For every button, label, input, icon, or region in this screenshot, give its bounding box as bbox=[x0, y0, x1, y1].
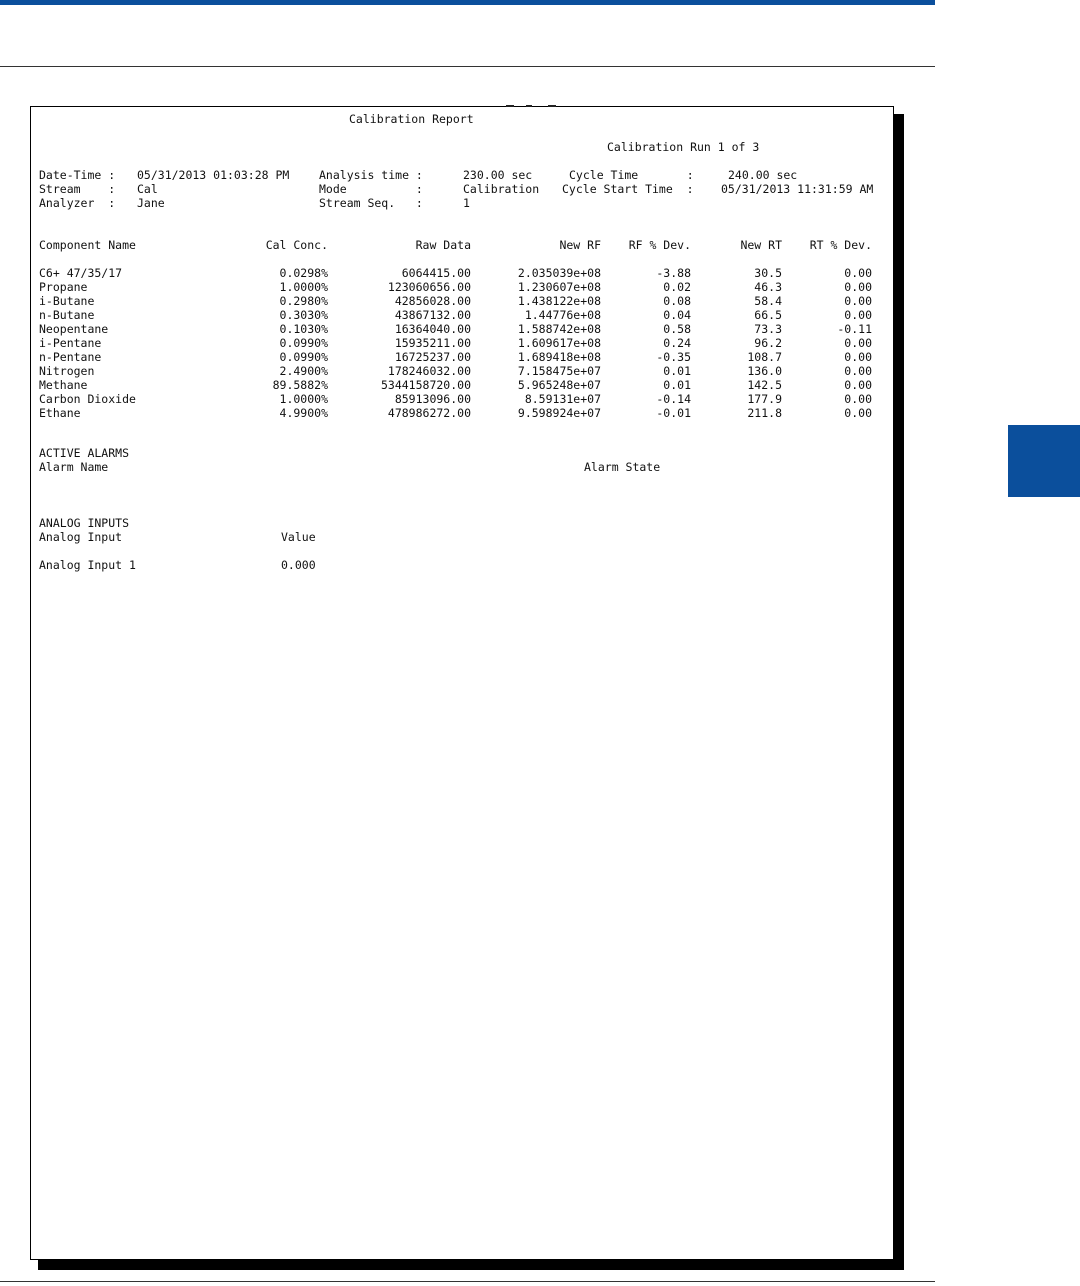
table-cell: 0.00 bbox=[844, 266, 872, 280]
top-accent-rule bbox=[0, 0, 935, 5]
table-cell: 0.0298% bbox=[279, 266, 328, 280]
table-cell: 1.609617e+08 bbox=[517, 336, 601, 350]
table-cell: 211.8 bbox=[747, 406, 782, 420]
table-cell: 9.598924e+07 bbox=[517, 406, 601, 420]
report-page bbox=[30, 106, 894, 1260]
table-cell: -0.11 bbox=[837, 322, 872, 336]
table-cell: 16364040.00 bbox=[394, 322, 471, 336]
stream-value: Cal bbox=[137, 182, 158, 196]
mode-label: Mode : bbox=[319, 182, 423, 196]
table-cell: 0.00 bbox=[844, 364, 872, 378]
table-cell: 1.230607e+08 bbox=[517, 280, 601, 294]
table-cell: 5.965248e+07 bbox=[517, 378, 601, 392]
analog-input-value: 0.000 bbox=[281, 558, 316, 572]
component-name-cell: Propane bbox=[39, 280, 88, 294]
table-cell: 478986272.00 bbox=[387, 406, 471, 420]
table-cell: 58.4 bbox=[754, 294, 782, 308]
mode-value: Calibration bbox=[463, 182, 540, 196]
table-cell: 30.5 bbox=[754, 266, 782, 280]
datetime-label: Date-Time : bbox=[39, 168, 116, 182]
table-cell: 142.5 bbox=[747, 378, 782, 392]
table-cell: 108.7 bbox=[747, 350, 782, 364]
column-header: Component Name bbox=[39, 238, 136, 252]
header-divider bbox=[0, 66, 935, 67]
table-cell: 0.01 bbox=[663, 378, 691, 392]
component-name-cell: Neopentane bbox=[39, 322, 109, 336]
footer-divider bbox=[0, 1281, 935, 1282]
table-cell: 0.58 bbox=[663, 322, 691, 336]
table-cell: 0.00 bbox=[844, 392, 872, 406]
table-cell: 0.08 bbox=[663, 294, 691, 308]
table-cell: 96.2 bbox=[754, 336, 782, 350]
stream-seq-value: 1 bbox=[463, 196, 470, 210]
table-cell: 42856028.00 bbox=[394, 294, 471, 308]
column-header: RT % Dev. bbox=[809, 238, 872, 252]
component-name-cell: i-Pentane bbox=[39, 336, 102, 350]
table-cell: 2.4900% bbox=[279, 364, 328, 378]
table-cell: 0.00 bbox=[844, 406, 872, 420]
table-cell: 89.5882% bbox=[272, 378, 328, 392]
table-cell: 43867132.00 bbox=[394, 308, 471, 322]
cycle-time-value: 240.00 sec bbox=[728, 168, 798, 182]
cycle-time-label: Cycle Time : bbox=[569, 168, 694, 182]
analog-value-header: Value bbox=[281, 530, 316, 544]
table-cell: 0.00 bbox=[844, 336, 872, 350]
table-cell: 123060656.00 bbox=[387, 280, 471, 294]
table-cell: 0.0990% bbox=[279, 350, 328, 364]
table-cell: 0.01 bbox=[663, 364, 691, 378]
component-name-cell: Methane bbox=[39, 378, 88, 392]
table-cell: 66.5 bbox=[754, 308, 782, 322]
analysis-time-value: 230.00 sec bbox=[463, 168, 533, 182]
table-cell: 46.3 bbox=[754, 280, 782, 294]
table-cell: 6064415.00 bbox=[401, 266, 471, 280]
table-cell: 1.438122e+08 bbox=[517, 294, 601, 308]
alarm-state-header: Alarm State bbox=[584, 460, 661, 474]
table-cell: 0.00 bbox=[844, 350, 872, 364]
component-name-cell: Carbon Dioxide bbox=[39, 392, 136, 406]
alarm-name-header: Alarm Name bbox=[39, 460, 109, 474]
table-cell: 1.689418e+08 bbox=[517, 350, 601, 364]
component-name-cell: n-Butane bbox=[39, 308, 95, 322]
table-cell: 1.44776e+08 bbox=[524, 308, 601, 322]
component-name-cell: C6+ 47/35/17 bbox=[39, 266, 123, 280]
table-cell: 0.02 bbox=[663, 280, 691, 294]
table-cell: 0.00 bbox=[844, 294, 872, 308]
table-cell: -3.88 bbox=[656, 266, 691, 280]
table-cell: 7.158475e+07 bbox=[517, 364, 601, 378]
table-cell: 0.00 bbox=[844, 280, 872, 294]
column-header: New RF bbox=[559, 238, 601, 252]
table-cell: -0.01 bbox=[656, 406, 691, 420]
table-cell: 136.0 bbox=[747, 364, 782, 378]
cycle-start-value: 05/31/2013 11:31:59 AM bbox=[721, 182, 874, 196]
table-cell: 0.2980% bbox=[279, 294, 328, 308]
column-header: RF % Dev. bbox=[628, 238, 691, 252]
table-cell: 0.00 bbox=[844, 308, 872, 322]
stream-seq-label: Stream Seq. : bbox=[319, 196, 423, 210]
column-header: Cal Conc. bbox=[265, 238, 328, 252]
table-cell: 0.04 bbox=[663, 308, 691, 322]
table-cell: 0.3030% bbox=[279, 308, 328, 322]
column-header: Raw Data bbox=[415, 238, 471, 252]
analyzer-value: Jane bbox=[137, 196, 165, 210]
table-cell: 1.588742e+08 bbox=[517, 322, 601, 336]
table-cell: 8.59131e+07 bbox=[524, 392, 601, 406]
component-name-cell: Nitrogen bbox=[39, 364, 95, 378]
table-cell: 5344158720.00 bbox=[380, 378, 471, 392]
table-cell: 15935211.00 bbox=[394, 336, 471, 350]
analog-input-header: Analog Input bbox=[39, 530, 123, 544]
analysis-time-label: Analysis time : bbox=[319, 168, 423, 182]
report-title: Calibration Report bbox=[349, 112, 474, 126]
analog-input-name: Analog Input 1 bbox=[39, 558, 136, 572]
table-cell: 1.0000% bbox=[279, 280, 328, 294]
section-tab-marker bbox=[1008, 425, 1080, 497]
table-cell: 178246032.00 bbox=[387, 364, 471, 378]
table-cell: 0.24 bbox=[663, 336, 691, 350]
table-cell: 4.9900% bbox=[279, 406, 328, 420]
datetime-value: 05/31/2013 01:03:28 PM bbox=[137, 168, 290, 182]
column-header: New RT bbox=[740, 238, 782, 252]
table-cell: -0.14 bbox=[656, 392, 691, 406]
alarms-section-title: ACTIVE ALARMS bbox=[39, 446, 130, 460]
run-label: Calibration Run 1 of 3 bbox=[607, 140, 760, 154]
component-name-cell: Ethane bbox=[39, 406, 81, 420]
table-cell: 85913096.00 bbox=[394, 392, 471, 406]
table-cell: 16725237.00 bbox=[394, 350, 471, 364]
table-cell: 73.3 bbox=[754, 322, 782, 336]
table-cell: 2.035039e+08 bbox=[517, 266, 601, 280]
analog-section-title: ANALOG INPUTS bbox=[39, 516, 130, 530]
cycle-start-label: Cycle Start Time : bbox=[562, 182, 694, 196]
table-cell: 1.0000% bbox=[279, 392, 328, 406]
component-name-cell: i-Butane bbox=[39, 294, 95, 308]
table-cell: 0.0990% bbox=[279, 336, 328, 350]
component-name-cell: n-Pentane bbox=[39, 350, 102, 364]
table-cell: 0.1030% bbox=[279, 322, 328, 336]
table-cell: 177.9 bbox=[747, 392, 782, 406]
table-cell: 0.00 bbox=[844, 378, 872, 392]
analyzer-label: Analyzer : bbox=[39, 196, 116, 210]
table-cell: -0.35 bbox=[656, 350, 691, 364]
stream-label: Stream : bbox=[39, 182, 116, 196]
printout-artifact bbox=[476, 105, 566, 108]
